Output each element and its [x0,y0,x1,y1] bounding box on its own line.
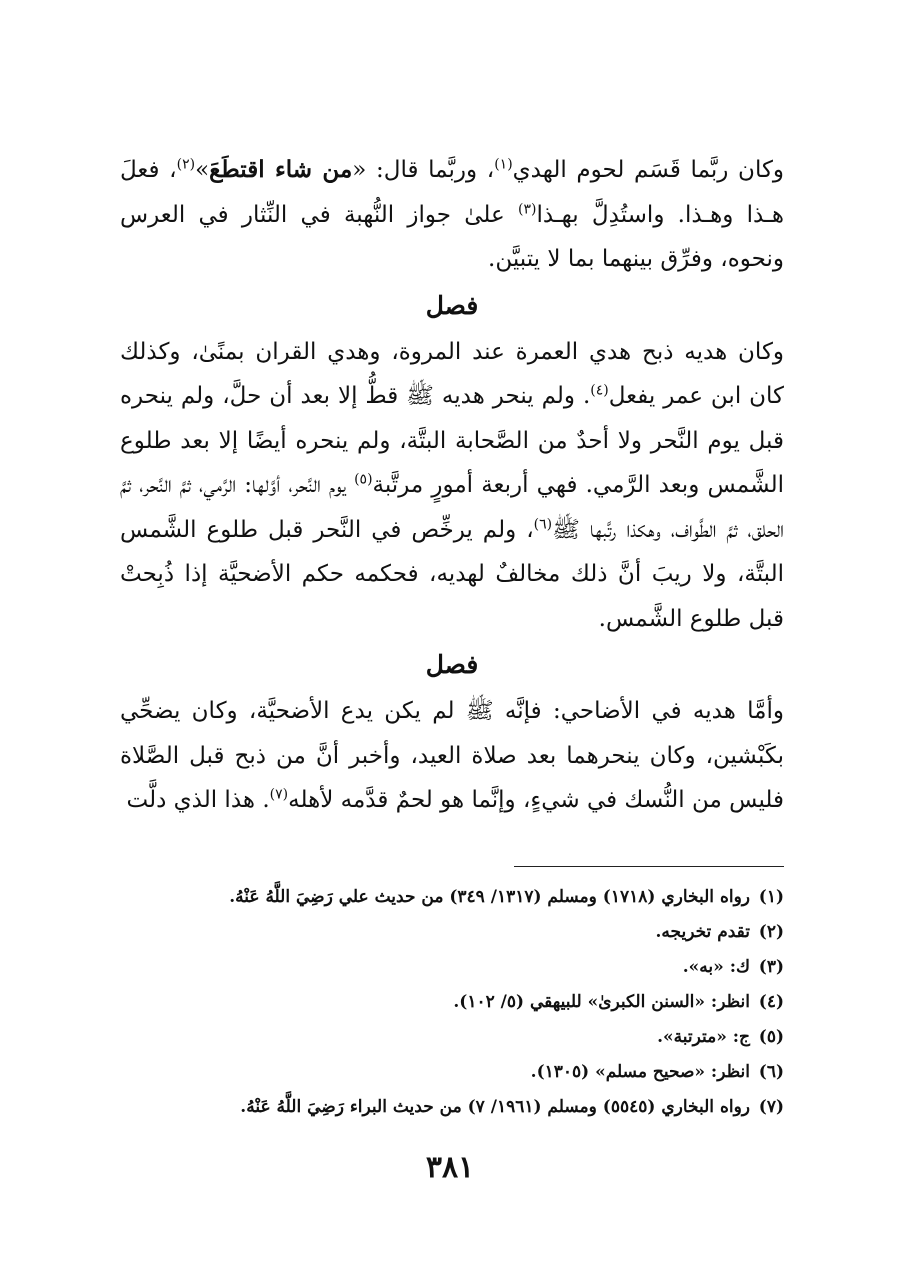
footnote-ref-2: (٢) [176,156,196,173]
section-heading: فصل [425,650,479,679]
footnote-ref-3: (٣) [518,200,537,217]
hadith-quote: من شاء اقتطَعَ [209,156,353,183]
footnote-ref-6: (٦) [533,515,553,532]
footnote-separator [514,866,784,867]
footnote-item: (٤)انظر: «السنن الكبرىٰ» للبيهقي (٥/ ١٠٢). [453,992,784,1012]
footnote-ref-5: (٥) [354,471,373,488]
footnote-ref-7: (٧) [269,786,289,803]
footnote-item: (٧)رواه البخاري (٥٥٤٥) ومسلم (١٩٦١/ ٧) من حديث البراء رَضِيَ اللَّهُ عَنْهُ. [240,1097,784,1117]
footnote-item: (٢)تقدم تخريجه. [655,922,784,942]
footnote-item: (١)رواه البخاري (١٧١٨) ومسلم (١٣١٧/ ٣٤٩) من حديث علي رَضِيَ اللَّهُ عَنْهُ. [229,887,784,907]
section-heading: فصل [425,290,479,320]
paragraph-1: وكان ربَّما قَسَم لحوم الهدي$^{(١)}$، وربَّما قال: «من شاء اقتطَعَ»$^{(٢)}$، فعلَ هـذا وهـذا. واستُدِلَّ بهـذا$^{(٣)}$ علىٰ جواز النُّهبة في النِّثار في العرس ونحوه، وفرِّق بينهما بما لا يتبيَّن. [120,156,785,272]
footnote-ref-4: (٤) [590,382,609,399]
footnote-item: (٣)ك: «به». [682,957,784,977]
footnote-item: (٦)انظر: «صحيح مسلم» (١٣٠٥). [530,1062,784,1082]
paragraph-2: وكان هديه ذبح هدي العمرة عند المروة، وهدي القران بمنًىٰ، وكذلك كان ابن عمر يفعل$^{(٤)}$. ولم ينحر هديه ﷺ قطُّ إلا بعد أن حلَّ، ولم ينحره قبل يوم النَّحر ولا أحدٌ من الصَّحابة البتَّة، ولم ينحره أيضًا إلا بعد طلوع الشَّمس وبعد الرَّمي. فهي أربعة أمورٍ مرتَّبة$^{(٥)}$ يوم النَّحر، أوَّلها: الرَّمي، ثمَّ النَّحر، ثمَّ الحلق، ثمَّ الطَّواف، وهكذا رتَّبها ﷺ$^{(٦)}$، ولم يرخِّص في النَّحر قبل طلوع الشَّمس البتَّة، ولا ريبَ أنَّ ذلك مخالفٌ لهديه، فحكمه حكم الأضحيَّة إذا ذُبِحتْ قبل طلوع الشَّمس. [120,338,785,632]
page-number: ٣٨١ [425,1150,475,1185]
footnote-item: (٥)ج: «مترتبة». [657,1027,784,1047]
main-text [120,148,784,823]
footnote-ref-1: (١) [494,156,513,173]
paragraph-3: وأمَّا هديه في الأضاحي: فإنَّه ﷺ لم يكن يدع الأضحيَّة، وكان يضحِّي بكَبْشين، وكان ينحرهما بعد صلاة العيد، وأخبر أنَّ من ذبح قبل الصَّلاة فليس من النُّسك في شيءٍ، وإنَّما هو لحمٌ قدَّمه لأهله$^{(٧)}$. هذا الذي دلَّت [120,698,784,813]
footnotes-list [104,880,784,1125]
